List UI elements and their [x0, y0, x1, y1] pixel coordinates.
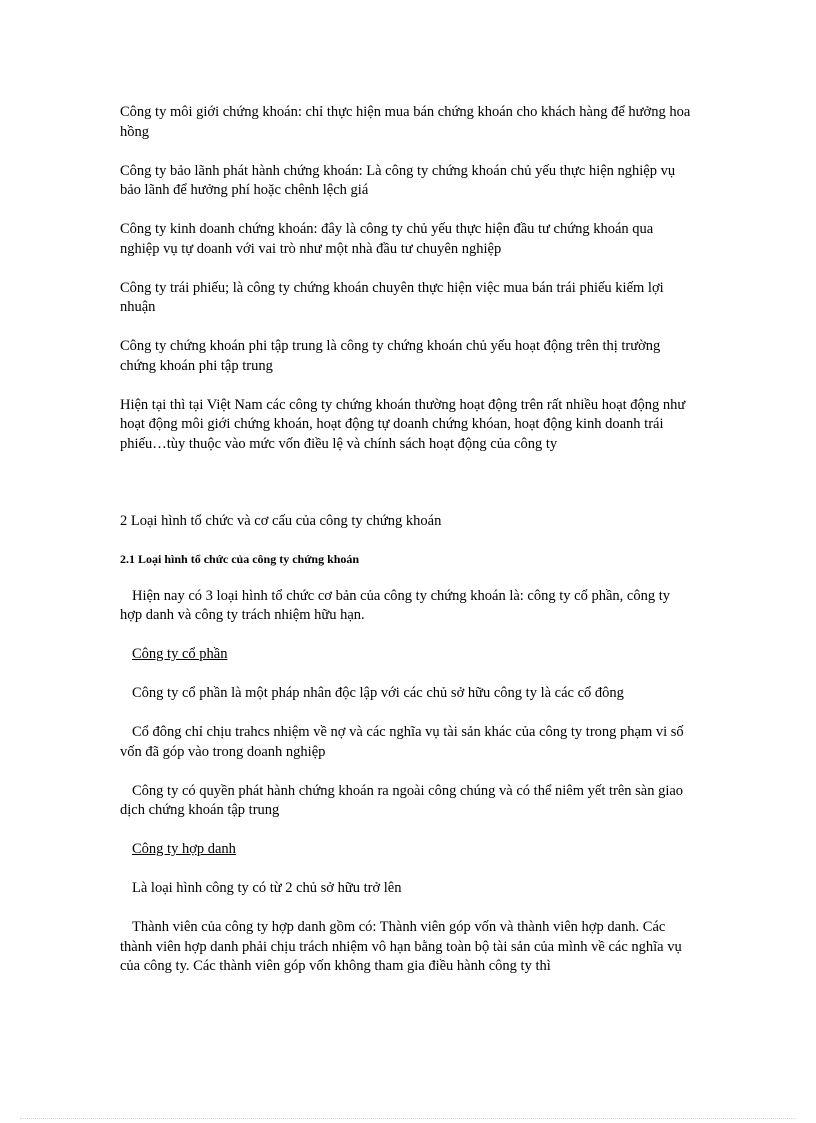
document-body	[120, 103, 695, 996]
subsection-title: 2.1 Loại hình tổ chức của công ty chứng khoán	[120, 552, 360, 566]
paragraph-bond-company: Công ty trái phiếu; là công ty chứng khoán chuyên thực hiện việc mua bán trái phiếu kiếm lợi nhuận	[120, 279, 664, 315]
paragraph-vietnam-status: Hiện tại thì tại Việt Nam các công ty chứng khoán thường hoạt động trên rất nhiều hoạt động như hoạt động môi giới chứng khoán, hoạt động tự doanh chứng khóan, hoạt động kinh doanh trái phiếu…tùy thuộc vào mức vốn điều lệ và chính sách hoạt động của công ty	[120, 396, 686, 452]
paragraph-partnership-1: Là loại hình công ty có từ 2 chủ sở hữu trở lên	[132, 880, 402, 896]
heading-partnership	[120, 840, 695, 860]
paragraph-joint-stock-3: Công ty có quyền phát hành chứng khoán ra ngoài công chúng và có thể niêm yết trên sàn giao dịch chứng khoán tập trung	[120, 782, 684, 818]
paragraph-partnership-2: Thành viên của công ty hợp danh gồm có: Thành viên góp vốn và thành viên hợp danh. Các thành viên hợp danh phải chịu trách nhiệm vô hạn bằng toàn bộ tài sản của mình về các nghĩa vụ của công ty. Các thành viên góp vốn không tham gia điều hành công ty thì	[120, 919, 682, 974]
paragraph-otc-company: Công ty chứng khoán phi tập trung là công ty chứng khoán chủ yếu hoạt động trên thị trường chứng khoán phi tập trung	[120, 338, 661, 374]
heading-partnership-label: Công ty hợp danh	[132, 841, 236, 857]
paragraph-three-types: Hiện nay có 3 loại hình tổ chức cơ bản của công ty chứng khoán là: công ty cổ phần, công ty hợp danh và công ty trách nhiệm hữu hạn.	[120, 587, 670, 623]
heading-joint-stock-label: Công ty cổ phần	[132, 646, 228, 662]
paragraph-dealing: Công ty kinh doanh chứng khoán: đây là công ty chủ yếu thực hiện đầu tư chứng khoán qua nghiệp vụ tự doanh với vai trò như một nhà đầu tư chuyên nghiệp	[120, 221, 654, 257]
section-title: 2 Loại hình tổ chức và cơ cấu của công ty chứng khoán	[120, 513, 442, 529]
heading-joint-stock	[120, 645, 695, 665]
page-bottom-divider	[20, 1118, 796, 1119]
paragraph-joint-stock-2: Cổ đông chỉ chịu trahcs nhiệm về nợ và các nghĩa vụ tài sản khác của công ty trong phạm vi số vốn đã góp vào trong doanh nghiệp	[120, 724, 684, 760]
paragraph-brokerage: Công ty môi giới chứng khoán: chỉ thực hiện mua bán chứng khoán cho khách hàng để hưởng hoa hồng	[120, 104, 691, 140]
paragraph-joint-stock-1: Công ty cổ phần là một pháp nhân độc lập với các chủ sở hữu công ty là các cổ đông	[132, 685, 624, 701]
paragraph-underwriting: Công ty bảo lãnh phát hành chứng khoán: Là công ty chứng khoán chủ yếu thực hiện nghiệp vụ bảo lãnh để hưởng phí hoặc chênh lệch giá	[120, 162, 676, 198]
